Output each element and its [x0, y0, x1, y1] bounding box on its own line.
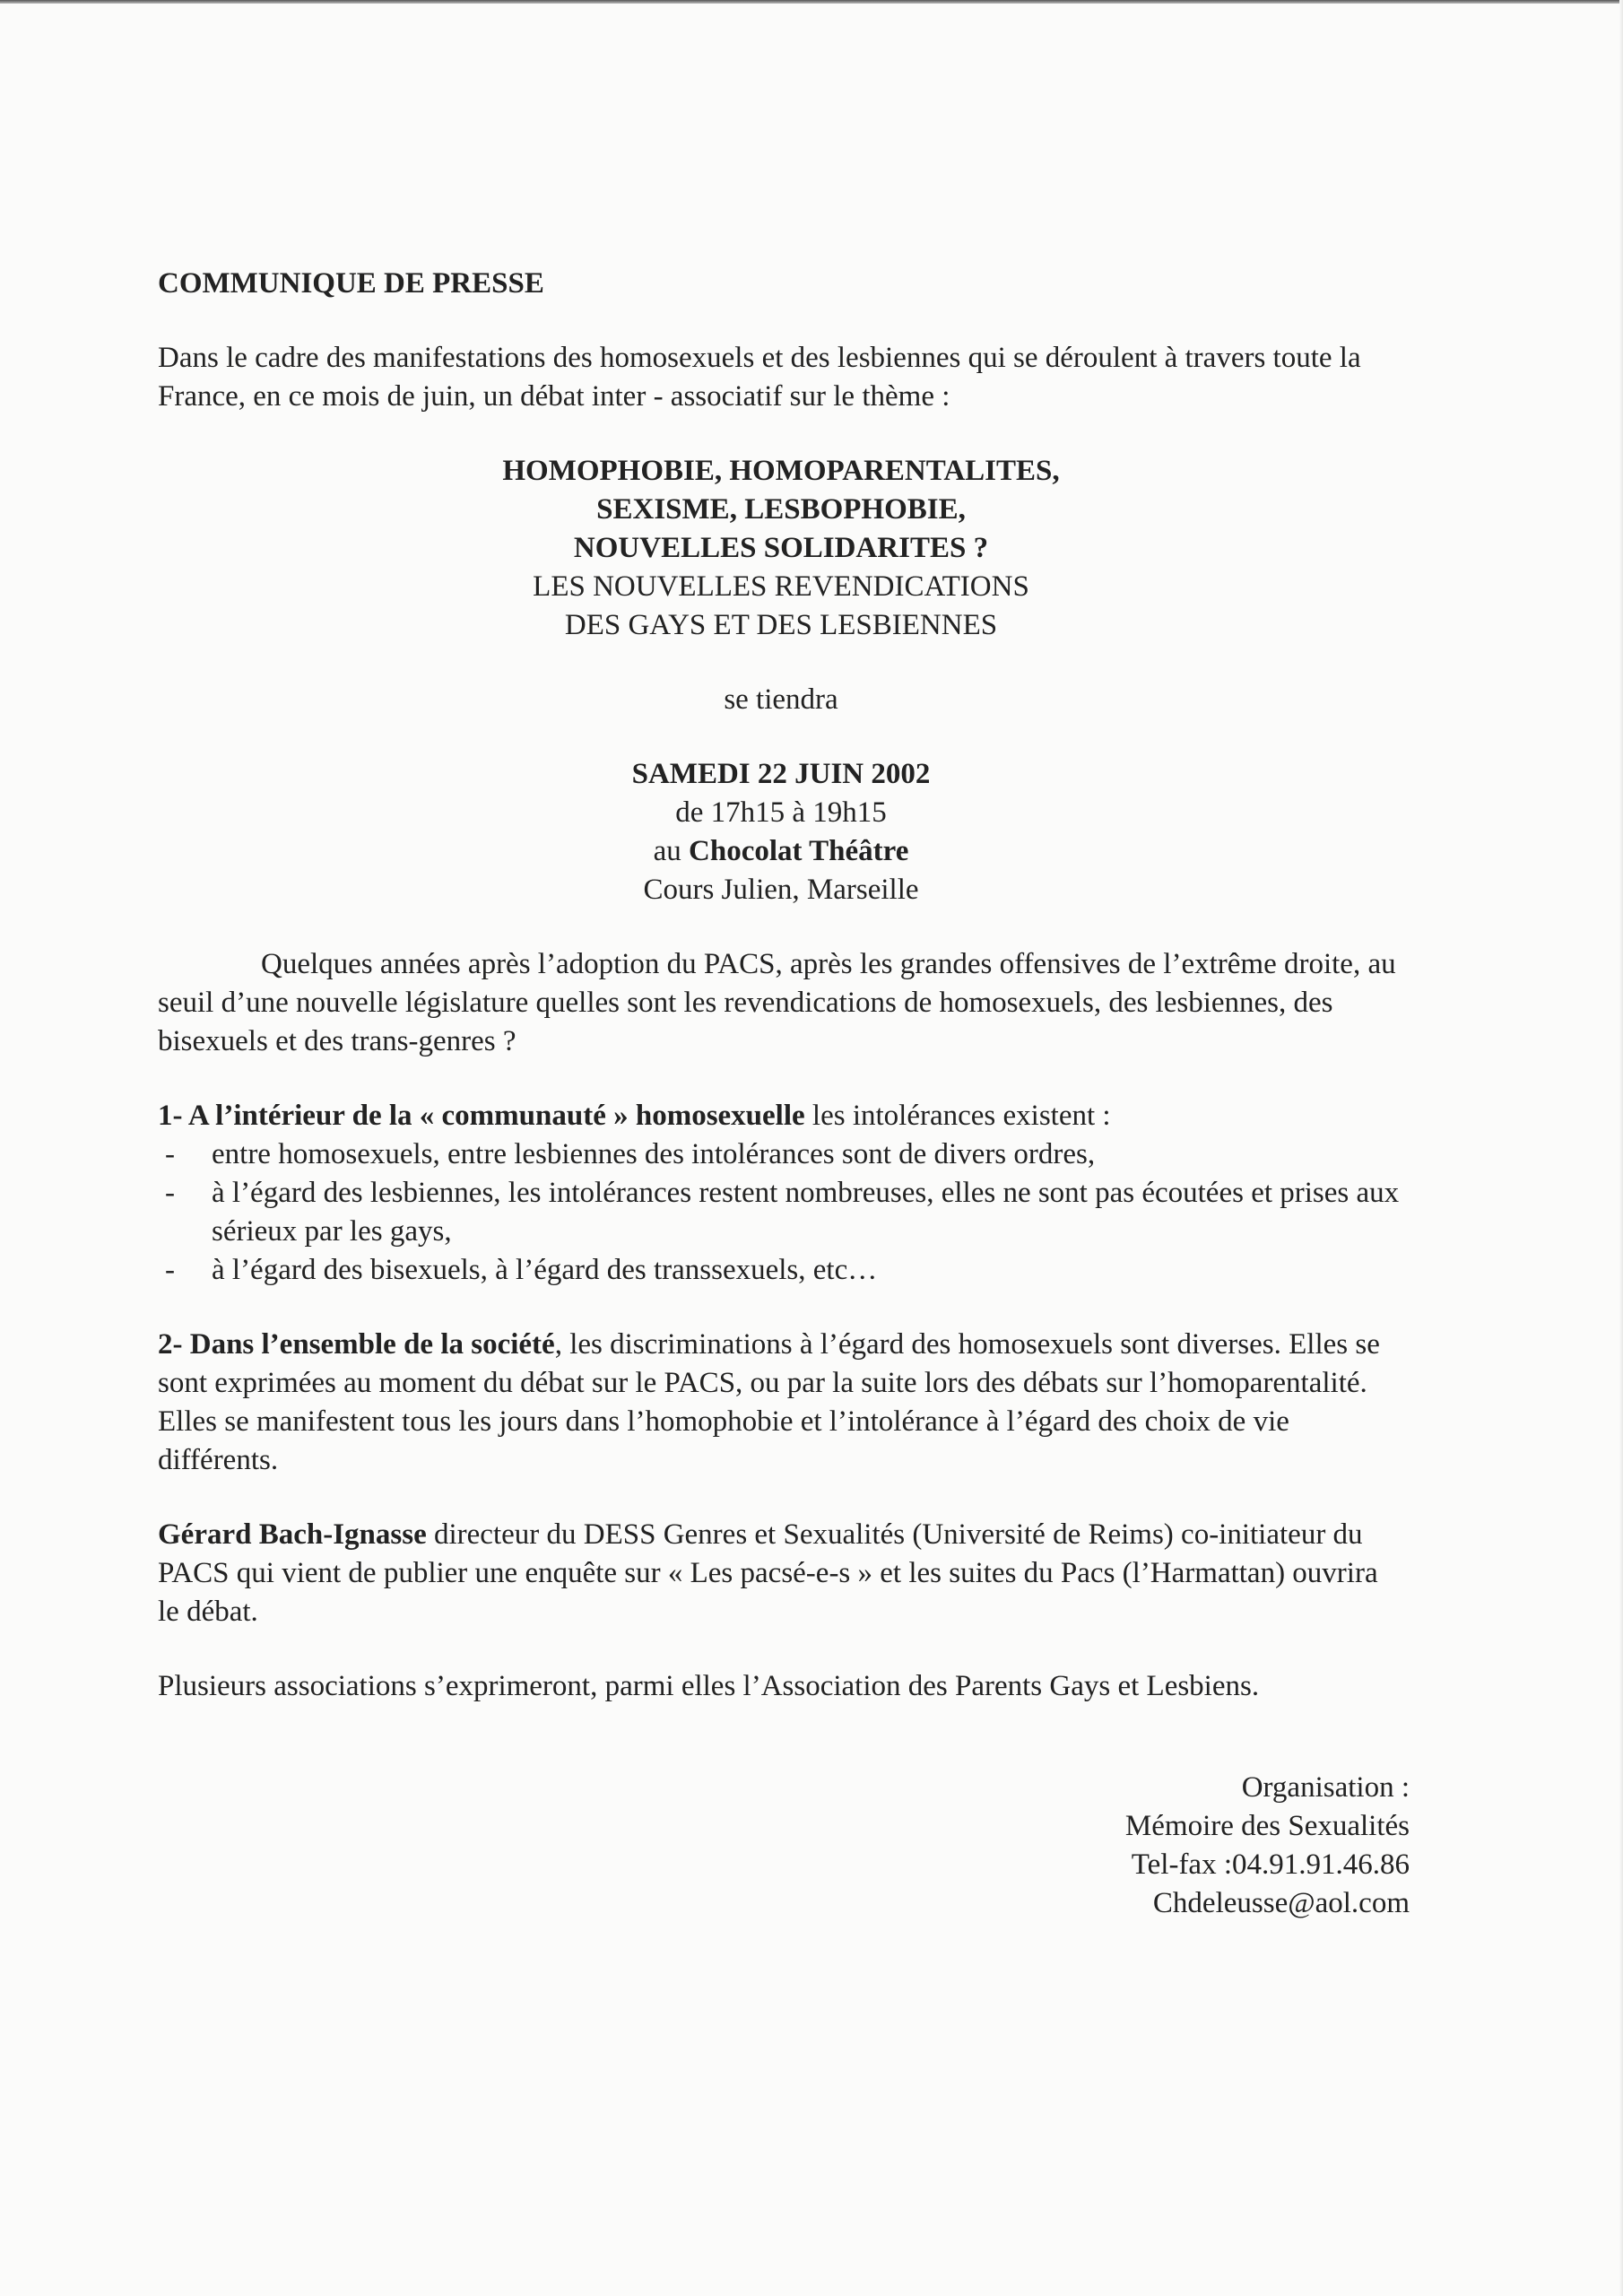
list-item-text: entre homosexuels, entre lesbiennes des intolérances sont de divers ordres,: [212, 1138, 1096, 1170]
dash-bullet: -: [165, 1177, 175, 1209]
section-2-rest: , les discriminations à l’égard des homosexuels sont diverses. Elles se sont exprimées au moment du débat sur le PACS, ou par la suite lors des débats sur l’homoparentalité. Elles se manifestent tous les jours dans l’homophobie et l’intolérance à l’égard des choix de vie différents.: [158, 1328, 1380, 1476]
section-1-bold: 1- A l’intérieur de la « communauté » homosexuelle: [158, 1100, 805, 1132]
list-item-text: à l’égard des bisexuels, à l’égard des transsexuels, etc…: [212, 1254, 878, 1286]
section-2: [158, 1326, 1404, 1480]
event-date: SAMEDI 22 JUIN 2002: [631, 758, 931, 790]
event-time: de 17h15 à 19h15: [675, 796, 887, 829]
section-2-bold: 2- Dans l’ensemble de la société: [158, 1328, 555, 1361]
theme-line: HOMOPHOBIE, HOMOPARENTALITES,: [502, 455, 1060, 487]
speaker-description: directeur du DESS Genres et Sexualités (Université de Reims) co-initiateur du PACS qui vient de publier une enquête sur « Les pacsé-e-s » et les suites du Pacs (l’Harmattan) ouvrira le débat.: [158, 1518, 1378, 1628]
signature-org: Mémoire des Sexualités: [1124, 1810, 1410, 1842]
venue-prefix: au: [653, 835, 690, 867]
list-item: [158, 1135, 1404, 1174]
scan-top-edge: [0, 0, 1623, 4]
event-venue-line: [158, 832, 1404, 871]
signature-phone: Tel-fax :04.91.91.46.86: [1131, 1848, 1410, 1881]
dash-bullet: -: [165, 1138, 175, 1170]
speaker-name: Gérard Bach-Ignasse: [158, 1518, 427, 1551]
scan-right-edge: [1619, 0, 1623, 2296]
signature-label: Organisation :: [1241, 1771, 1410, 1804]
list-item-text: à l’égard des lesbiennes, les intolérances restent nombreuses, elles ne sont pas écoutées et prises aux sérieux par les gays,: [212, 1177, 1400, 1248]
event-venue: Chocolat Théâtre: [689, 835, 909, 867]
intro-paragraph: Dans le cadre des manifestations des homosexuels et des lesbiennes qui se déroulent à travers toute la France, en ce mois de juin, un débat inter - associatif sur le thème :: [158, 342, 1361, 413]
section-1-rest: les intolérances existent :: [804, 1100, 1111, 1132]
speaker-paragraph: [158, 1516, 1404, 1631]
list-item: [158, 1251, 1404, 1290]
event-details: [158, 755, 1404, 909]
context-paragraph: Quelques années après l’adoption du PACS, après les grandes offensives de l’extrême droite, au seuil d’une nouvelle législature quelles sont les revendications de homosexuels, des lesbiennes, des bisexuels et des trans-genres ?: [158, 948, 1396, 1057]
theme-subline: DES GAYS ET DES LESBIENNES: [564, 609, 998, 641]
associations-paragraph: Plusieurs associations s’exprimeront, parmi elles l’Association des Parents Gays et Lesbiens.: [158, 1670, 1260, 1702]
press-release: [158, 265, 1404, 1706]
theme-subline: LES NOUVELLES REVENDICATIONS: [533, 570, 1029, 603]
list-item: [158, 1174, 1404, 1251]
theme-line: SEXISME, LESBOPHOBIE,: [596, 493, 966, 526]
event-address: Cours Julien, Marseille: [643, 874, 919, 906]
section-1: [158, 1097, 1404, 1290]
theme-line: NOUVELLES SOLIDARITES ?: [573, 532, 989, 564]
se-tiendra: se tiendra: [724, 683, 838, 716]
document-heading: COMMUNIQUE DE PRESSE: [158, 267, 544, 300]
section-1-title: [158, 1097, 1404, 1135]
signature-block: [897, 1769, 1410, 1923]
section-1-list: [158, 1135, 1404, 1290]
debate-theme: [158, 452, 1404, 645]
dash-bullet: -: [165, 1254, 175, 1286]
signature-email: Chdeleusse@aol.com: [1152, 1887, 1410, 1919]
